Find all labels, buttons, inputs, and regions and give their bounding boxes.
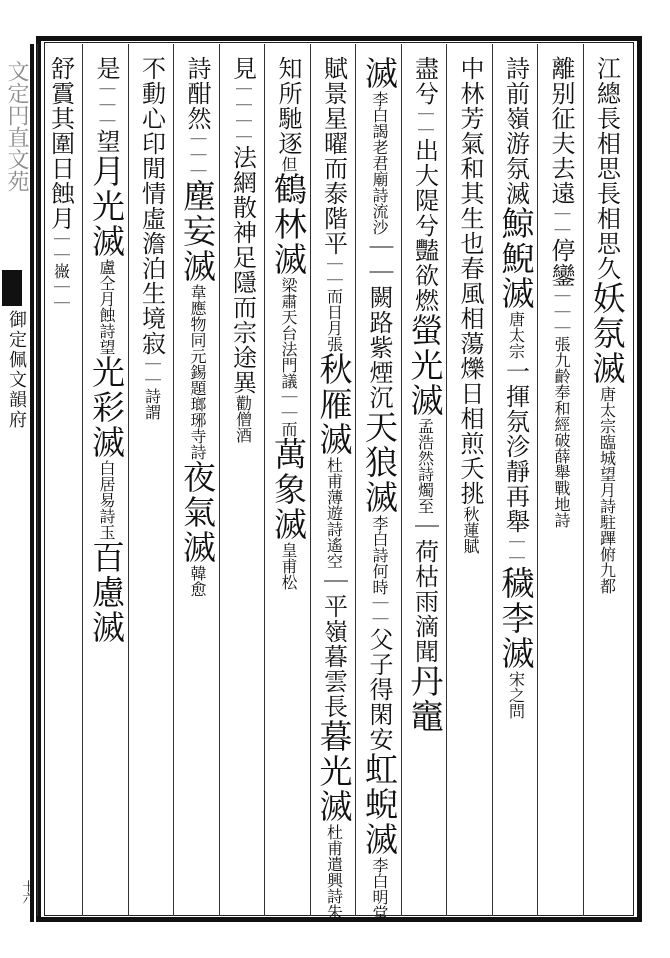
body-text: 盡兮: [410, 56, 439, 106]
body-text: 知所馳逐: [274, 56, 302, 156]
body-text: 江總長相思長相思久: [592, 56, 621, 281]
annotation-text: 孟浩然詩燭至: [415, 418, 435, 514]
annotation-text: 唐太宗: [506, 311, 526, 359]
headword: 百慮滅: [87, 540, 126, 645]
text-column: [493, 56, 539, 906]
body-text: 其生也春風相蕩爍日相煎夭挑: [456, 181, 484, 506]
annotation-text: 嶶: [51, 263, 71, 279]
headword: 暮光滅: [314, 719, 354, 824]
headword: 鶴林滅: [269, 172, 308, 277]
headword: 虹蜺滅: [360, 752, 399, 857]
body-text: 望: [92, 129, 120, 154]
annotation-text: 盧仝月蝕詩望: [97, 259, 116, 355]
body-text: 不動心印閒: [137, 56, 166, 181]
headword: 秋雁滅: [314, 352, 354, 457]
body-text: 是: [92, 56, 120, 81]
annotation-text: ｜｜: [415, 106, 435, 138]
text-column: [402, 56, 448, 906]
annotation-text: 白居易詩玉: [97, 460, 116, 540]
annotation-text: 韋應物同元錫題瑯琊寺詩: [188, 284, 207, 460]
text-column: [447, 56, 493, 906]
text-column: [265, 56, 311, 906]
headword: 光彩滅: [87, 355, 126, 460]
annotation-text: 唐太宗臨城望月詩駐蹕俯九都: [597, 386, 617, 594]
annotation-text: ｜｜: [51, 279, 71, 311]
text-column: [174, 56, 220, 906]
body-text: 舒霣其圍: [46, 56, 75, 156]
text-column: [356, 56, 402, 921]
body-text: 出大隄兮豔欲燃: [410, 138, 439, 313]
headword: 天狼滅: [360, 410, 399, 515]
annotation-text: 李白詩何時: [370, 515, 389, 595]
annotation-text: 詩謂: [142, 388, 162, 420]
body-text: ｜｜闕路紫煙沉: [365, 235, 393, 410]
body-text: 情虛澹泊生境寂: [137, 181, 166, 356]
annotation-text: 勸僧酒: [233, 395, 253, 443]
annotation-text: ｜｜而: [279, 389, 298, 437]
annotation-text: 李白謁老君廟詩流沙: [370, 91, 389, 235]
body-text: 離别征夫去遠: [547, 56, 575, 206]
text-column: [538, 56, 584, 906]
annotation-text: 秋蓮賦: [461, 506, 480, 554]
annotation-text: ｜｜: [142, 356, 162, 388]
body-text: 法網散神足隱而宗途異: [228, 145, 257, 395]
headword: 月光滅: [87, 154, 126, 259]
annotation-text: 但: [279, 156, 298, 172]
annotation-text: ｜｜而日月張: [324, 256, 344, 352]
text-column: [220, 56, 266, 906]
annotation-text: 經破薛舉戰地詩: [552, 416, 571, 528]
annotation-text: 韓愈: [188, 565, 207, 597]
headword: 螢光滅: [405, 313, 445, 418]
annotation-text: ｜｜: [370, 595, 389, 627]
body-text: 父子得閑安: [365, 627, 393, 752]
margin-faded-title: 文定円直文苑: [4, 60, 29, 192]
annotation-text: ｜｜｜張九齡奉和: [552, 288, 571, 416]
headword: 鯨鯢滅: [496, 206, 536, 311]
body-text: 賦景星曜而泰階平: [319, 56, 348, 256]
body-text: ｜平嶺暮雲長: [319, 569, 348, 719]
text-column: [83, 56, 129, 906]
annotation-text: ｜｜: [552, 206, 571, 238]
annotation-text: 杜甫遣興詩朱: [324, 824, 344, 920]
annotation-text: ｜｜: [506, 534, 526, 566]
body-text: 詩前嶺游氛滅: [501, 56, 530, 206]
headword: 夜氣滅: [178, 460, 217, 565]
headword: 丹竈: [405, 664, 445, 734]
left-margin-bar: [30, 44, 34, 922]
annotation-text: 梁肅天台法門議: [279, 277, 298, 389]
body-text: 停鑾: [547, 238, 575, 288]
body-text: 中林芳氣和: [456, 56, 484, 181]
body-text: 日蝕月: [46, 156, 75, 231]
annotation-text: 宋之問: [506, 671, 526, 719]
body-text: ｜荷枯雨滴聞: [410, 514, 439, 664]
headword: 妖氛滅: [587, 281, 627, 386]
annotation-text: 李白明堂: [370, 857, 389, 921]
annotation-text: ｜｜｜: [188, 131, 207, 179]
body-text: 詩酣然: [183, 56, 211, 131]
headword: 穢李滅: [496, 566, 536, 671]
body-text: 一揮氛沴靜再舉: [501, 359, 530, 534]
annotation-text: 杜甫薄遊詩遙空: [324, 457, 344, 569]
text-column: [311, 56, 357, 920]
headword: 塵妄滅: [178, 179, 217, 284]
folio-number: 十六: [21, 880, 35, 904]
annotation-text: ｜｜: [51, 231, 71, 263]
annotation-text: ｜｜｜｜: [233, 81, 253, 145]
margin-fold-mark: [2, 270, 22, 306]
text-column: [38, 56, 84, 906]
headword: 萬象滅: [269, 437, 308, 542]
text-column: [584, 56, 630, 906]
headword: 滅: [360, 56, 399, 91]
body-text: 見: [228, 56, 257, 81]
text-column: [129, 56, 175, 906]
annotation-text: ｜｜｜: [97, 81, 116, 129]
margin-book-title: 御定佩文韻府: [6, 310, 27, 430]
annotation-text: 皇甫松: [279, 542, 298, 590]
